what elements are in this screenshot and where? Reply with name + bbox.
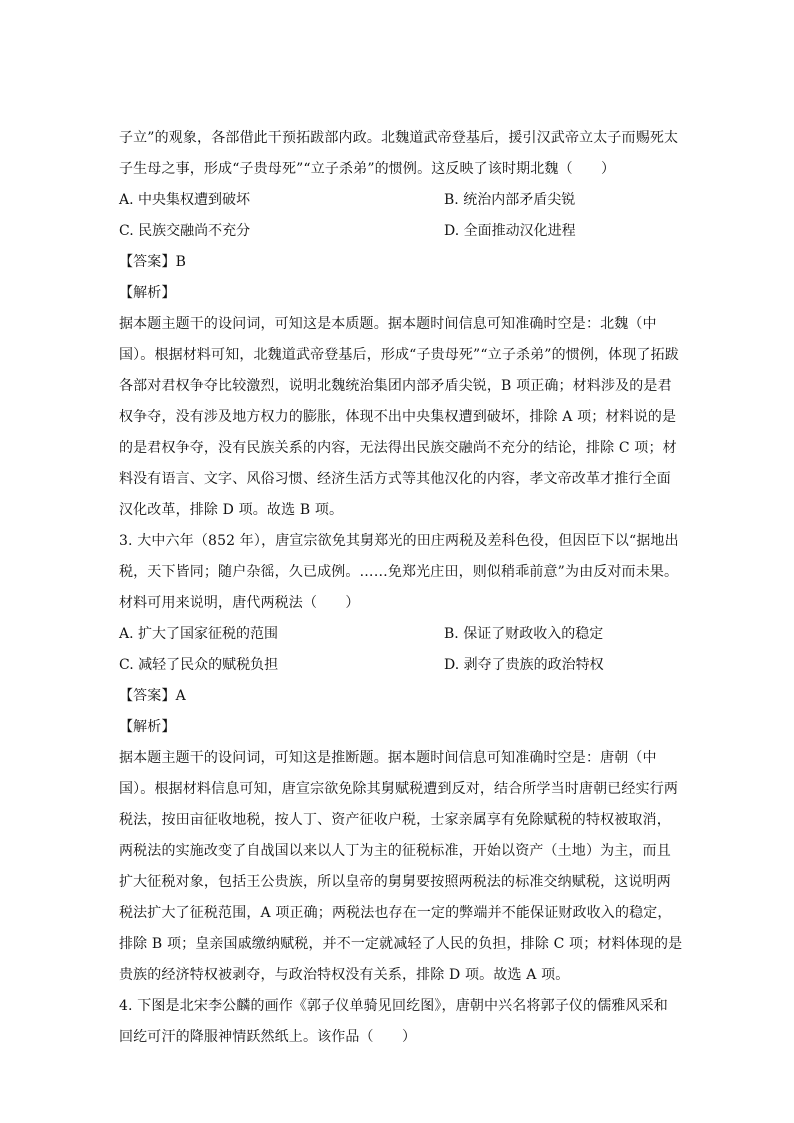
q2-analysis-line-5: 的是君权争夺，没有民族关系的内容，无法得出民族交融尚不充分的结论，排除 C 项；材 [119, 440, 677, 456]
q3-options-row-1 [119, 624, 679, 655]
q3-option-d: D. 剥夺了贵族的政治特权 [444, 657, 604, 673]
q3-stem-line-3: 材料可用来说明，唐代两税法（ ） [119, 595, 360, 611]
q3-analysis-line-3: 税法，按田亩征收地税，按人丁、资产征收户税，士家亲属享有免除赋税的特权被取消， [119, 812, 671, 828]
q2-analysis-line-2: 国）。根据材料可知，北魏道武帝登基后，形成“子贵母死”“立子杀弟”的惯例，体现了拓跋 [119, 347, 679, 363]
q2-option-b: B. 统治内部矛盾尖锐 [444, 192, 576, 208]
q3-answer: 【答案】A [119, 688, 186, 704]
q2-answer: 【答案】B [119, 254, 187, 270]
q3-analysis-line-1: 据本题主题干的设问词，可知这是推断题。据本题时间信息可知准确时空是：唐朝（中 [119, 750, 657, 766]
q3-options-row-2 [119, 655, 679, 686]
q2-analysis-line-6: 料没有语言、文字、风俗习惯、经济生活方式等其他汉化的内容，孝文帝改革才推行全面 [119, 471, 671, 487]
q3-analysis-line-5: 扩大征税对象，包括王公贵族，所以皇帝的舅舅要按照两税法的标准交纳赋税，这说明两 [119, 874, 671, 890]
page-content [119, 128, 683, 1058]
q2-analysis-line-3: 各部对君权争夺比较激烈，说明北魏统治集团内部矛盾尖锐，B 项正确；材料涉及的是君 [119, 378, 672, 394]
q3-option-c: C. 减轻了民众的赋税负担 [119, 657, 279, 673]
q2-option-c: C. 民族交融尚不充分 [119, 223, 251, 239]
q2-analysis-label: 【解析】 [119, 285, 176, 301]
q2-options-row-1 [119, 190, 679, 221]
q3-analysis-line-7: 排除 B 项；皇亲国戚缴纳赋税，并不一定就减轻了人民的负担，排除 C 项；材料体现的是 [119, 936, 683, 952]
q3-analysis-line-4: 两税法的实施改变了自战国以来以人丁为主的征税标准，开始以资产（土地）为主，而且 [119, 843, 671, 859]
q3-stem-line-1: 3. 大中六年（852 年），唐宣宗欲免其舅郑光的田庄两税及差科色役，但因臣下以“据地出 [119, 533, 679, 549]
q4-stem-line-1: 4. 下图是北宋李公麟的画作《郭子仪单骑见回纥图》，唐朝中兴名将郭子仪的儒雅风采和 [119, 998, 668, 1014]
q2-analysis-line-7: 汉化改革，排除 D 项。故选 B 项。 [119, 502, 344, 518]
q2-analysis-line-4: 权争夺，没有涉及地方权力的膨胀，体现不出中央集权遭到破坏，排除 A 项；材料说的是 [119, 409, 677, 425]
q2-options-row-2 [119, 221, 679, 252]
q2-option-a: A. 中央集权遭到破坏 [119, 192, 251, 208]
q3-analysis-line-2: 国）。根据材料信息可知，唐宣宗欲免除其舅赋税遭到反对，结合所学当时唐朝已经实行两 [119, 781, 678, 797]
q2-analysis-line-1: 据本题主题干的设问词，可知这是本质题。据本题时间信息可知准确时空是：北魏（中 [119, 316, 657, 332]
q3-analysis-line-8: 贵族的经济特权被剥夺，与政治特权没有关系，排除 D 项。故选 A 项。 [119, 967, 570, 983]
q2-stem-line-1: 子立”的观象，各部借此干预拓跋部内政。北魏道武帝登基后，援引汉武帝立太子而赐死太 [119, 130, 679, 146]
q3-analysis-line-6: 税法扩大了征税范围，A 项正确；两税法也存在一定的弊端并不能保证财政收入的稳定， [119, 905, 672, 921]
q3-stem-line-2: 税，天下皆同；随户杂徭，久已成例。……免郑光庄田，则似稍乖前意”为由反对而未果。 [119, 564, 679, 580]
q3-option-b: B. 保证了财政收入的稳定 [444, 626, 604, 642]
q4-stem-line-2: 回纥可汗的降服神情跃然纸上。该作品（ ） [119, 1029, 417, 1045]
q3-analysis-label: 【解析】 [119, 719, 176, 735]
q2-option-d: D. 全面推动汉化进程 [444, 223, 576, 239]
q3-option-a: A. 扩大了国家征税的范围 [119, 626, 279, 642]
q2-stem-line-2: 子生母之事，形成“子贵母死”“立子杀弟”的惯例。这反映了该时期北魏（ ） [119, 161, 616, 177]
